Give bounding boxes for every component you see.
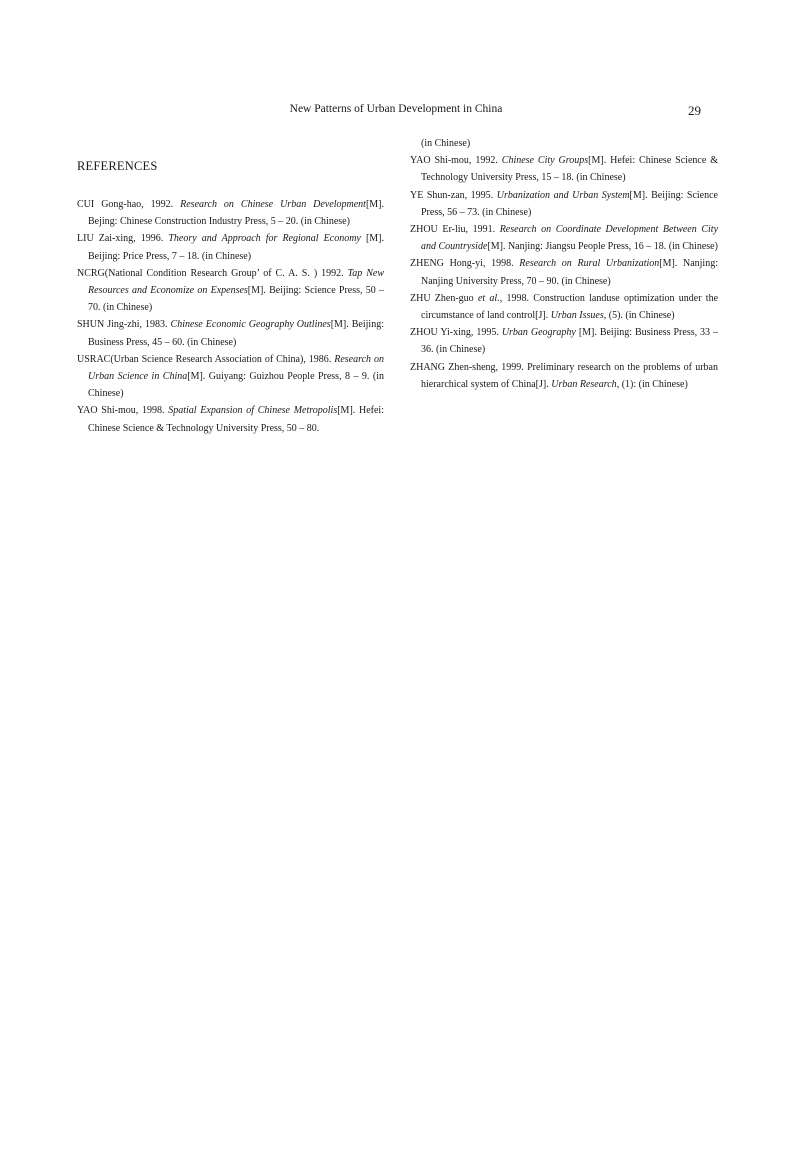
running-title: New Patterns of Urban Development in China xyxy=(289,103,503,115)
reference-details: [M]. Beijing: Science Press, 50 – 70. (in Chinese) xyxy=(88,285,385,314)
reference-title: Chinese City Groups xyxy=(501,155,589,167)
reference-author: YAO Shi-mou, 1992. xyxy=(410,155,502,167)
reference-entry xyxy=(410,152,718,186)
reference-author: ZHU Zhen-guo xyxy=(410,292,478,304)
reference-title: Chinese Economic Geography Outlines xyxy=(170,319,331,331)
reference-details: [M]. Beijing: Science Press, 56 – 73. (in Chinese) xyxy=(421,189,718,218)
reference-author: USRAC(Urban Science Research Association of China), 1986. xyxy=(77,353,335,365)
reference-title: et al. xyxy=(477,292,500,304)
reference-details: , 1998. Construction landuse optimization under the circumstance of land control[J]. xyxy=(421,292,719,322)
page-number: 29 xyxy=(688,103,701,118)
reference-entry xyxy=(410,221,718,255)
reference-entry xyxy=(77,230,384,264)
reference-title: Research on Coordinate Development Between City and Countryside xyxy=(421,224,719,253)
reference-continuation: (in Chinese) xyxy=(421,138,471,149)
reference-author: SHUN Jing-zhi, 1983. xyxy=(77,319,171,331)
reference-title: Urbanization and Urban System xyxy=(496,189,630,201)
reference-entry xyxy=(410,324,718,358)
reference-author: ZHENG Hong-yi, 1998. xyxy=(410,258,520,270)
journal-title: Urban Issues xyxy=(550,310,604,322)
journal-title: Urban Research xyxy=(551,378,617,390)
reference-title: Urban Geography xyxy=(501,327,576,339)
reference-author: ZHOU Yi-xing, 1995. xyxy=(410,327,502,339)
reference-details: [M]. Beijing: Price Press, 7 – 18. (in Chinese) xyxy=(88,233,384,262)
reference-author: NCRG(National Condition Research Group’ of C. A. S. ) 1992. xyxy=(77,267,348,279)
reference-author: ZHOU Er-liu, 1991. xyxy=(410,224,500,236)
reference-details: [M]. Nanjing: Nanjing University Press, 70 – 90. (in Chinese) xyxy=(421,258,718,287)
reference-title: Theory and Approach for Regional Economy xyxy=(168,233,361,245)
reference-entry xyxy=(410,359,718,393)
reference-author: YAO Shi-mou, 1998. xyxy=(77,405,169,417)
reference-details: [M]. Hefei: Chinese Science & Technology University Press, 15 – 18. (in Chinese) xyxy=(421,155,718,184)
reference-details: [M]. Nanjing: Jiangsu People Press, 16 – 18. (in Chinese) xyxy=(487,241,718,253)
references-heading: REFERENCES xyxy=(77,159,158,173)
reference-entry xyxy=(77,196,384,230)
reference-author: CUI Gong-hao, 1992. xyxy=(77,199,181,210)
reference-details: , (5). (in Chinese) xyxy=(603,310,675,322)
left-reference-column xyxy=(77,196,384,437)
reference-author: ZHANG Zhen-sheng, 1999. Preliminary research on the problems of urban hierarchical system of China[J]. xyxy=(410,361,718,390)
reference-entry xyxy=(77,402,384,436)
reference-entry xyxy=(410,255,718,289)
reference-title: Research on Urban Science in China xyxy=(88,353,384,383)
reference-title: Tap New Resources and Economize on Expenses xyxy=(88,267,385,297)
reference-details: [M]. Bejing: Chinese Construction Industry Press, 5 – 20. (in Chinese) xyxy=(88,199,384,228)
reference-title: Research on Chinese Urban Development xyxy=(180,199,366,210)
reference-details: [M]. Beijing: Business Press, 33 – 36. (in Chinese) xyxy=(421,327,719,356)
reference-author: LIU Zai-xing, 1996. xyxy=(77,233,169,245)
reference-title: Research on Rural Urbanization xyxy=(519,258,660,270)
reference-entry xyxy=(77,351,384,403)
reference-entry xyxy=(410,187,718,221)
reference-author: YE Shun-zan, 1995. xyxy=(410,189,497,201)
reference-details: [M]. Guiyang: Guizhou People Press, 8 – 9. (in Chinese) xyxy=(88,371,384,400)
reference-details: , (1): (in Chinese) xyxy=(616,378,688,390)
reference-entry xyxy=(77,316,384,350)
reference-title: Spatial Expansion of Chinese Metropolis xyxy=(168,405,338,417)
reference-entry xyxy=(77,265,384,317)
right-reference-column xyxy=(410,135,718,393)
reference-details: [M]. Beijing: Business Press, 45 – 60. (in Chinese) xyxy=(88,319,384,348)
reference-entry xyxy=(410,290,718,324)
reference-details: [M]. Hefei: Chinese Science & Technology University Press, 50 – 80. xyxy=(88,405,384,434)
